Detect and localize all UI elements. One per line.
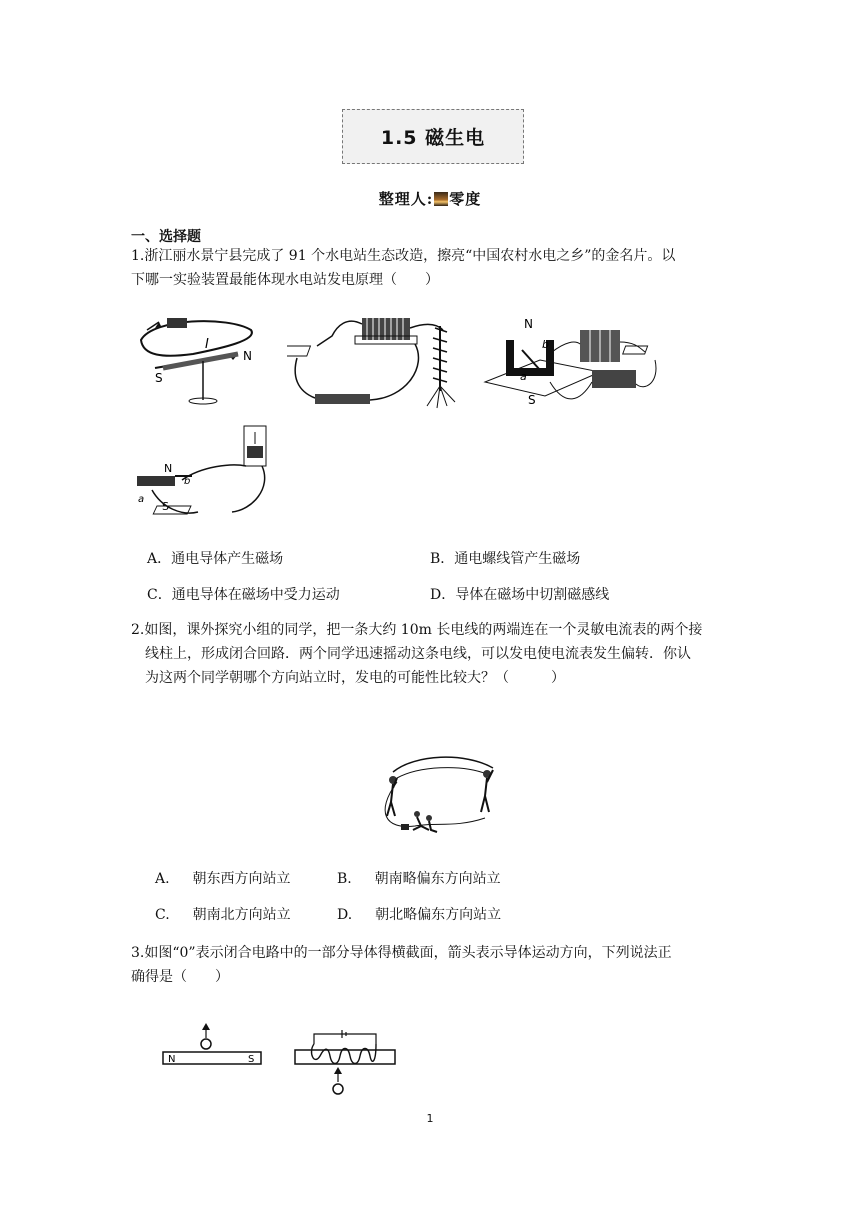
compiler-name: 零度 xyxy=(449,190,482,208)
figure-solenoid-circuit xyxy=(287,306,465,411)
figure-solenoid-conductor xyxy=(292,1022,398,1100)
label-b: b xyxy=(184,476,191,487)
question-1-option-d[interactable]: D．导体在磁场中切割磁感线 xyxy=(430,587,610,603)
page-title: 1.5 磁生电 xyxy=(342,109,524,164)
question-2-option-a[interactable] xyxy=(155,868,290,888)
figure-galvanometer-circuit xyxy=(132,418,272,528)
question-2-line-2: 线柱上，形成闭合回路．两个同学迅速摇动这条电线，可以发电使电流表发生偏转．你认 xyxy=(145,646,691,662)
question-1-option-b[interactable]: B．通电螺线管产生磁场 xyxy=(430,551,581,567)
question-2-line-3: 为这两个同学朝哪个方向站立时，发电的可能性比较大？（ ） xyxy=(145,670,565,686)
compiler-label: 整理人: xyxy=(378,190,434,208)
question-2-option-b[interactable] xyxy=(337,868,501,888)
label-current: I xyxy=(205,337,209,352)
label-north: N xyxy=(168,1054,176,1065)
option-letter: D. xyxy=(337,907,353,923)
figure-rope-skipping-students xyxy=(375,752,503,838)
label-south: S xyxy=(248,1054,255,1065)
label-south: S xyxy=(155,371,163,385)
label-a: a xyxy=(138,494,145,505)
page-number: 1 xyxy=(426,1112,434,1125)
label-b: b xyxy=(542,338,549,351)
question-2-option-d[interactable] xyxy=(337,904,501,924)
figure-wire-compass xyxy=(133,308,263,408)
compiler-line xyxy=(0,188,860,209)
question-3 xyxy=(131,941,731,989)
option-text: 朝东西方向站立 xyxy=(192,871,291,887)
figure-magnet-conductor xyxy=(480,312,670,412)
question-1 xyxy=(131,244,731,292)
question-2 xyxy=(131,618,731,690)
option-text: 朝北略偏东方向站立 xyxy=(375,907,502,923)
option-letter: C. xyxy=(155,907,170,923)
label-south: S xyxy=(162,500,169,513)
question-3-line-2: 确得是（ ） xyxy=(131,969,229,985)
question-2-line-1: 2.如图，课外探究小组的同学，把一条大约 10m 长电线的两端连在一个灵敏电流表的两个接 xyxy=(131,622,703,638)
question-1-option-c[interactable]: C．通电导体在磁场中受力运动 xyxy=(147,587,340,603)
label-a: a xyxy=(520,370,527,383)
label-south: S xyxy=(528,393,536,407)
option-letter: A. xyxy=(155,871,170,887)
label-north: N xyxy=(243,349,252,363)
label-north: N xyxy=(164,462,173,475)
option-text: 朝南北方向站立 xyxy=(192,907,291,923)
option-letter: B. xyxy=(337,871,352,887)
question-1-line-1: 1.浙江丽水景宁县完成了 91 个水电站生态改造，擦亮“中国农村水电之乡”的金名片。以 xyxy=(131,248,676,264)
label-north: N xyxy=(524,317,533,331)
option-text: 朝南略偏东方向站立 xyxy=(374,871,501,887)
question-3-line-1: 3.如图“0”表示闭合电路中的一部分导体得横截面，箭头表示导体运动方向，下列说法正 xyxy=(131,945,672,961)
section-heading: 一、选择题 xyxy=(131,229,201,245)
question-1-line-2: 下哪一实验装置最能体现水电站发电原理（ ） xyxy=(131,272,439,288)
avatar xyxy=(434,192,448,206)
figure-bar-magnet-conductor xyxy=(160,1022,268,1072)
question-2-option-c[interactable] xyxy=(155,904,291,924)
question-1-option-a[interactable]: A．通电导体产生磁场 xyxy=(147,551,284,567)
